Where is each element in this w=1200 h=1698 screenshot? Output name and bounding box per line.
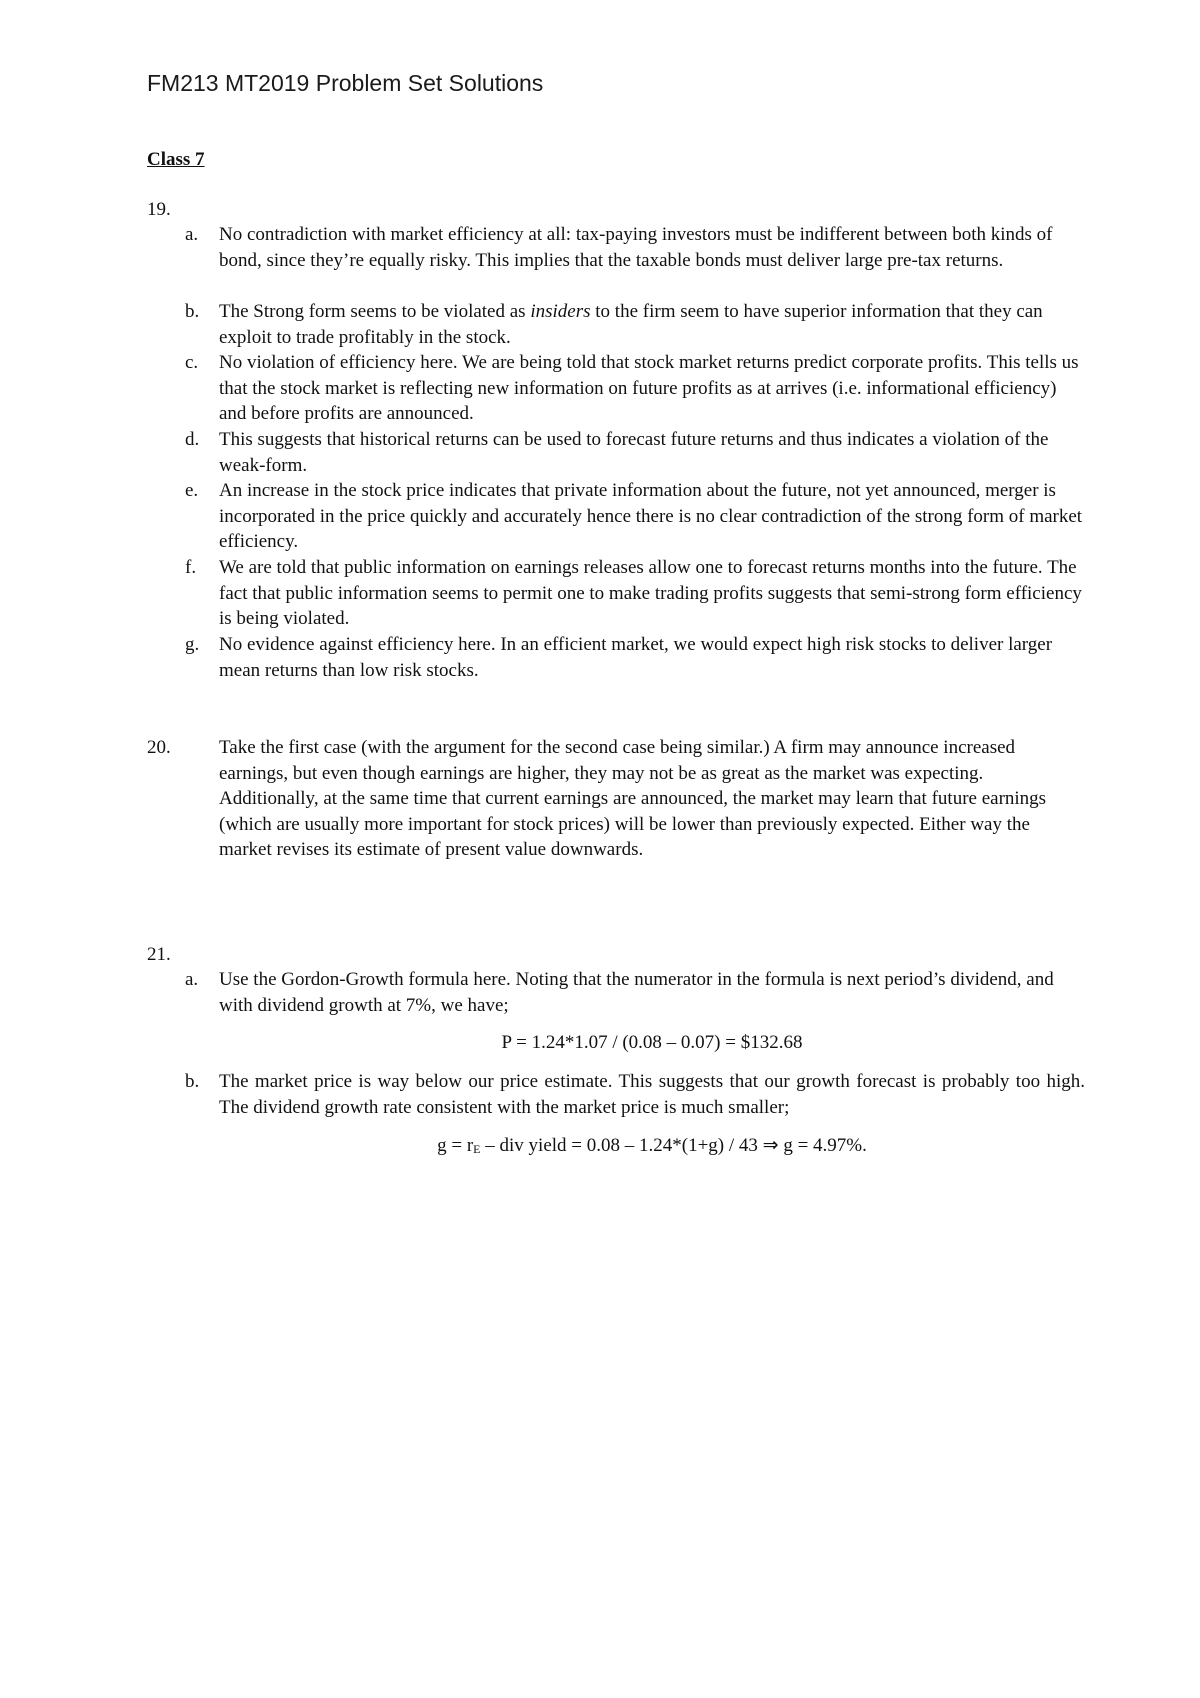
question-19-item-f xyxy=(185,555,1085,632)
question-21-number: 21. xyxy=(147,944,171,965)
item-text: No contradiction with market efficiency at all: tax-paying investors must be indifferent between both kinds of bond, since they’re equally risky. This implies that the taxable bonds must deliver large pre-tax returns. xyxy=(219,224,1053,271)
item-text: We are told that public information on earnings releases allow one to forecast returns months into the future. The fact that public information seems to permit one to make trading profits suggests that semi-strong form efficiency is being violated. xyxy=(219,557,1082,629)
question-20-text: Take the first case (with the argument for the second case being similar.) A firm may announce increased earnings, but even though earnings are higher, they may not be as great as the market was expecting. Additionally, at the same time that current earnings are announced, the market may learn that future earnings (which are usually more important for stock prices) will be lower than previously expected. Either way the market revises its estimate of present value downwards. xyxy=(219,737,1047,860)
item-letter: a. xyxy=(185,969,199,990)
item-letter: b. xyxy=(185,1071,200,1092)
item-text: An increase in the stock price indicates that private information about the future, not yet announced, merger is incorporated in the price quickly and accurately hence there is no clear contradiction of the strong form of market efficiency. xyxy=(219,480,1083,552)
question-21-item-b xyxy=(185,1069,1085,1120)
item-text-before: The Strong form seems to be violated as xyxy=(219,301,531,322)
question-19-number: 19. xyxy=(147,199,171,220)
item-text-after: to the firm seem to have superior information that they can exploit to trade profitably in the stock. xyxy=(219,301,1043,348)
item-text: This suggests that historical returns can be used to forecast future returns and thus indicates a violation of the weak-form. xyxy=(219,429,1049,476)
item-letter: f. xyxy=(185,557,197,578)
item-text: Use the Gordon-Growth formula here. Noting that the numerator in the formula is next period’s dividend, and with dividend growth at 7%, we have; xyxy=(219,969,1054,1016)
item-letter: e. xyxy=(185,480,199,501)
question-19-item-g xyxy=(185,632,1085,683)
item-text xyxy=(219,299,1085,350)
question-19-item-b xyxy=(185,299,1085,350)
question-19-item-c xyxy=(185,350,1085,427)
gordon-growth-formula: P = 1.24*1.07 / (0.08 – 0.07) = $132.68 xyxy=(501,1032,803,1053)
formula-rhs: – div yield = 0.08 – 1.24*(1+g) / 43 ⇒ g = 4.97%. xyxy=(480,1135,867,1156)
item-text: No evidence against efficiency here. In an efficient market, we would expect high risk stocks to deliver larger mean returns than low risk stocks. xyxy=(219,634,1053,681)
item-letter: a. xyxy=(185,224,199,245)
class-heading: Class 7 xyxy=(147,149,205,170)
item-letter: g. xyxy=(185,634,200,655)
question-20-number: 20. xyxy=(147,737,171,758)
item-text: The market price is way below our price estimate. This suggests that our growth forecast is probably too high. The dividend growth rate consistent with the market price is much smaller; xyxy=(219,1071,1085,1118)
formula-lhs: g = r xyxy=(437,1135,474,1156)
page-header-title: FM213 MT2019 Problem Set Solutions xyxy=(147,70,544,96)
formula-subscript: E xyxy=(473,1142,481,1156)
question-19-item-e xyxy=(185,478,1085,555)
growth-rate-formula xyxy=(219,1133,1085,1163)
question-21-item-a xyxy=(185,967,1085,1018)
item-letter: b. xyxy=(185,301,200,322)
item-text-emphasis: insiders xyxy=(530,301,591,322)
question-19-item-d xyxy=(185,427,1085,478)
item-letter: c. xyxy=(185,352,199,373)
item-text: No violation of efficiency here. We are being told that stock market returns predict corporate profits. This tells us that the stock market is reflecting new information on future profits as at arrives (i.e. informational efficiency) and before profits are announced. xyxy=(219,352,1079,424)
question-19-item-a xyxy=(185,222,1085,273)
item-letter: d. xyxy=(185,429,200,450)
